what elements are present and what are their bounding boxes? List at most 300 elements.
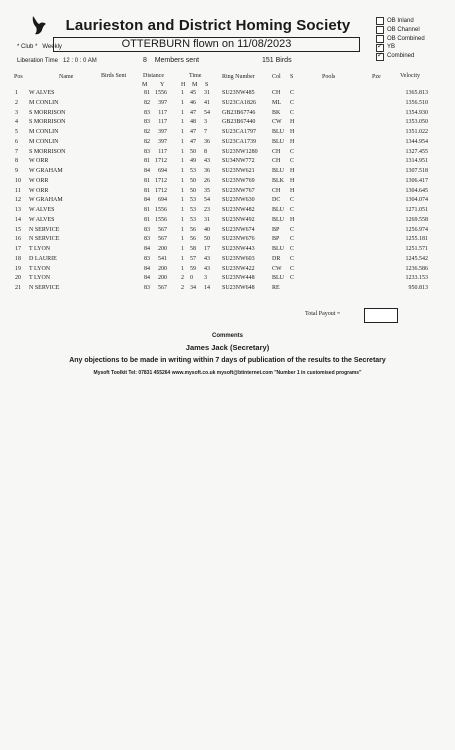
col-time-m: M [192,82,198,88]
cell-s: 17 [204,246,210,252]
cell-col: CW [272,119,282,126]
cell-pos: 20 [15,275,21,282]
col-ring: Ring Number [222,74,255,80]
cell-y: 1712 [155,187,167,194]
cell-vel: 1251.571 [405,246,428,252]
cell-s: 3 [204,119,207,126]
cell-s: 36 [204,168,210,174]
race-subtitle: OTTERBURN flown on 11/08/2023 [53,37,360,52]
cell-s: 54 [204,109,210,116]
cell-sex: C [290,90,295,96]
race-option-label: Combined [387,53,415,60]
table-row [0,197,455,206]
table-row [0,90,455,99]
cell-min: 59 [190,265,196,272]
page-title: Laurieston and District Homing Society [65,17,351,34]
cell-ring: SU23NW485 [222,90,255,96]
race-option[interactable] [376,35,425,44]
checked-checkbox-icon[interactable] [376,53,384,61]
cell-name: T LYON [29,246,51,252]
cell-sex: C [290,109,295,116]
table-row [0,227,455,236]
cell-min: 47 [190,138,196,145]
cell-ring: SU23NW648 [222,285,255,291]
table-row [0,110,455,119]
cell-pos: 15 [15,226,21,233]
cell-name: D LAURIE [29,255,57,262]
cell-sex: C [290,158,295,165]
cell-col: CH [272,90,281,96]
cell-h: 1 [181,207,184,213]
cell-ring: SU23CA1739 [222,138,257,145]
cell-pos: 5 [15,129,18,135]
cell-name: W GRAHAM [29,168,63,174]
table-row [0,119,455,128]
members-sent [143,57,199,64]
cell-ring: SU23NW674 [222,226,255,233]
cell-sex: H [290,129,295,135]
cell-pos: 21 [15,285,21,291]
cell-sex: H [290,138,295,145]
cell-pos: 1 [15,90,18,96]
cell-ring: SU34NW772 [222,158,255,165]
cell-vel: 1365.813 [405,90,428,96]
table-row [0,256,455,265]
cell-y: 397 [158,138,167,145]
table-row [0,149,455,158]
cell-col: CH [272,148,281,155]
cell-vel: 1307.518 [405,168,428,174]
race-option-label: YB [387,44,396,51]
cell-vel: 1314.951 [405,158,428,165]
cell-pos: 17 [15,246,21,252]
cell-col: CH [272,158,281,165]
cell-m: 82 [144,99,150,106]
cell-min: 53 [190,207,196,213]
comments-label: Comments [211,333,243,339]
cell-y: 1556 [155,216,167,223]
cell-y: 567 [158,285,167,291]
cell-m: 81 [144,177,150,184]
cell-y: 1712 [155,158,167,165]
cell-col: CW [272,265,282,272]
cell-name: S MORRISON [29,119,66,126]
liberation-time [17,58,97,64]
cell-h: 1 [181,138,184,145]
cell-name: M CONLIN [29,138,59,145]
cell-min: 34 [190,285,196,291]
cell-h: 1 [181,168,184,174]
cell-m: 83 [144,119,150,126]
cell-y: 397 [158,129,167,135]
cell-col: RE [272,285,280,291]
col-distance-y: Y [160,82,165,88]
cell-y: 397 [158,99,167,106]
cell-h: 1 [181,109,184,116]
table-row [0,236,455,245]
cell-min: 50 [190,187,196,194]
members-label: Members sent [154,57,200,64]
cell-min: 50 [190,177,196,184]
table-row [0,100,455,109]
cell-m: 81 [144,207,150,213]
cell-ring: SU23NW448 [222,275,255,282]
cell-h: 1 [181,90,184,96]
cell-y: 567 [158,226,167,233]
col-time: Time [189,73,202,79]
cell-m: 81 [144,187,150,194]
frequency-label: Weekly [42,44,62,50]
cell-sex: C [290,255,295,262]
table-row [0,168,455,177]
cell-m: 81 [144,90,150,96]
col-distance: Distance [143,73,164,79]
cell-ring: SU23NW767 [222,187,255,194]
cell-sex: H [290,177,295,184]
table-row [0,217,455,226]
cell-col: BP [272,226,280,233]
cell-vel: 1236.586 [405,265,428,272]
cell-vel: 1304.074 [405,197,428,204]
col-time-s: S [205,82,209,88]
cell-pos: 4 [15,119,18,126]
col-time-h: H [181,82,186,88]
cell-ring: SU23NW1280 [222,148,258,155]
members-count: 8 [143,57,147,64]
cell-pos: 7 [15,148,18,155]
cell-h: 1 [181,246,184,252]
cell-name: T LYON [29,265,51,272]
cell-vel: 1351.022 [405,129,428,135]
cell-name: W ORR [29,187,49,194]
cell-name: W ORR [29,177,49,184]
cell-y: 117 [158,109,167,116]
cell-vel: 1269.558 [405,216,428,223]
cell-min: 49 [190,158,196,165]
cell-y: 1556 [155,207,167,213]
cell-h: 1 [181,129,184,135]
cell-col: BLK [272,177,284,184]
cell-col: BLU [272,207,284,213]
software-credit: Mysoft Toolkit Tel: 07831 455264 www.mysoft.co.uk mysoft@btinternet.com "Number 1 in customised programs" [93,370,362,376]
cell-m: 82 [144,138,150,145]
cell-ring: SU23NW603 [222,255,255,262]
cell-sex: H [290,119,295,126]
cell-pos: 12 [15,197,21,204]
cell-pos: 3 [15,109,18,116]
cell-pos: 16 [15,236,21,243]
col-pos: Pos [14,74,23,80]
cell-m: 83 [144,109,150,116]
cell-h: 1 [181,148,184,155]
cell-name: W ALVES [29,207,55,213]
cell-y: 1556 [155,90,167,96]
cell-pos: 10 [15,177,21,184]
cell-pos: 6 [15,138,18,145]
cell-y: 117 [158,148,167,155]
cell-col: BLU [272,168,284,174]
race-option-label: OB Inland [387,18,414,24]
col-sex: S [290,74,294,80]
cell-y: 541 [158,255,167,262]
cell-m: 83 [144,285,150,291]
cell-y: 694 [158,197,167,204]
cell-ring: SU23CA1797 [222,129,257,135]
cell-h: 1 [181,265,184,272]
cell-min: 56 [190,226,196,233]
cell-s: 40 [204,226,210,233]
cell-name: N SERVICE [29,226,60,233]
cell-min: 50 [190,148,196,155]
col-velocity: Velocity [400,73,420,79]
cell-h: 1 [181,255,184,262]
cell-min: 47 [190,109,196,116]
cell-name: S MORRISON [29,109,66,116]
total-payout-label: Total Payout = [305,311,341,317]
cell-col: DR [272,255,281,262]
cell-vel: 1245.542 [405,255,428,262]
cell-vel: 1306.417 [405,177,428,184]
cell-h: 1 [181,216,184,223]
race-option[interactable] [376,43,425,52]
col-prize: Pze [372,74,381,80]
cell-y: 117 [158,119,167,126]
cell-s: 43 [204,158,210,165]
cell-sex: C [290,207,295,213]
table-row [0,246,455,255]
table-row [0,275,455,284]
cell-name: M CONLIN [29,129,59,135]
cell-pos: 18 [15,255,21,262]
cell-vel: 1356.510 [405,99,428,106]
cell-s: 31 [204,90,210,96]
cell-y: 200 [158,265,167,272]
cell-s: 43 [204,255,210,262]
cell-h: 1 [181,226,184,233]
cell-name: N SERVICE [29,285,60,291]
race-option[interactable] [376,52,425,61]
cell-sex: C [290,197,295,204]
total-payout-box [364,308,398,323]
cell-y: 694 [158,168,167,174]
cell-s: 50 [204,236,210,243]
club-scope-label: * Club * [17,44,38,50]
cell-min: 45 [190,90,196,96]
cell-h: 1 [181,158,184,165]
cell-min: 53 [190,168,196,174]
cell-vel: 1354.930 [405,109,428,116]
cell-s: 23 [204,207,210,213]
cell-name: W GRAHAM [29,197,63,204]
pigeon-logo-icon [30,14,48,36]
cell-vel: 1327.455 [405,148,428,155]
table-row [0,266,455,275]
cell-m: 83 [144,148,150,155]
cell-h: 1 [181,236,184,243]
cell-ring: SU23NW621 [222,168,255,174]
table-row [0,158,455,167]
cell-s: 41 [204,99,210,106]
table-row [0,129,455,138]
cell-name: S MORRISON [29,148,66,155]
birds-count: 151 Birds [262,57,292,64]
cell-vel: 1256.974 [405,226,428,233]
cell-m: 83 [144,226,150,233]
cell-col: CH [272,187,281,194]
cell-ring: GB23B67746 [222,109,256,116]
cell-y: 567 [158,236,167,243]
cell-m: 83 [144,255,150,262]
cell-s: 36 [204,138,210,145]
cell-ring: SU23NW422 [222,265,255,272]
checkbox-icon[interactable] [376,17,384,25]
cell-sex: C [290,265,295,272]
cell-s: 26 [204,177,210,184]
cell-min: 56 [190,236,196,243]
liberation-value: 12 : 0 : 0 AM [63,58,97,64]
cell-col: ML [272,99,281,106]
cell-vel: 1255.181 [405,236,428,243]
cell-pos: 11 [15,187,21,194]
cell-ring: SU23CA1826 [222,99,257,106]
cell-min: 0 [190,275,193,282]
cell-col: BLU [272,129,284,135]
col-pools: Pools [322,74,336,80]
cell-h: 1 [181,177,184,184]
cell-pos: 9 [15,168,18,174]
cell-min: 47 [190,129,196,135]
cell-m: 84 [144,265,150,272]
cell-s: 7 [204,129,207,135]
table-row [0,139,455,148]
cell-ring: SU23NW769 [222,177,255,184]
objection-notice: Any objections to be made in writing within 7 days of publication of the results to the Secretary [69,357,386,364]
cell-s: 31 [204,216,210,223]
cell-s: 43 [204,265,210,272]
cell-col: BLU [272,138,284,145]
race-option-label: OB Combined [387,35,425,42]
cell-h: 1 [181,187,184,194]
cell-sex: C [290,226,295,233]
cell-y: 1712 [155,177,167,184]
cell-ring: SU23NW676 [222,236,255,243]
col-distance-m: M [142,82,148,88]
cell-min: 57 [190,255,196,262]
table-row [0,207,455,216]
cell-col: BK [272,109,281,116]
cell-sex: C [290,148,295,155]
cell-ring: SU23NW492 [222,216,255,223]
cell-pos: 14 [15,216,21,223]
cell-s: 54 [204,197,210,204]
cell-m: 84 [144,168,150,174]
table-row [0,285,455,294]
cell-s: 35 [204,187,210,194]
cell-min: 46 [190,99,196,106]
cell-name: W ORR [29,158,49,165]
cell-sex: C [290,236,295,243]
cell-vel: 950.813 [408,285,428,291]
cell-sex: C [290,99,295,106]
cell-pos: 13 [15,207,21,213]
cell-col: DC [272,197,281,204]
cell-m: 84 [144,197,150,204]
cell-h: 1 [181,197,184,204]
cell-col: BLU [272,275,284,282]
cell-name: N SERVICE [29,236,60,243]
cell-sex: H [290,216,295,223]
cell-ring: GB23B67440 [222,119,256,126]
cell-m: 83 [144,236,150,243]
cell-sex: H [290,168,295,174]
table-row [0,178,455,187]
race-type-options [376,17,425,61]
cell-sex: H [290,187,295,194]
col-birds-sent: Birds Sent [101,73,127,79]
race-option[interactable] [376,17,425,26]
col-name: Name [59,74,74,80]
race-option-label: OB Channel [387,26,420,33]
cell-col: BP [272,236,280,243]
cell-pos: 2 [15,99,18,106]
checkbox-icon[interactable] [376,26,384,34]
cell-min: 58 [190,246,196,252]
cell-ring: SU23NW443 [222,246,255,252]
cell-h: 2 [181,285,184,291]
race-option[interactable] [376,26,425,35]
secretary-line: James Jack (Secretary) [185,343,270,352]
cell-m: 84 [144,275,150,282]
cell-min: 53 [190,216,196,223]
cell-min: 53 [190,197,196,204]
cell-name: W ALVES [29,90,55,96]
cell-name: W ALVES [29,216,55,223]
cell-y: 200 [158,246,167,252]
cell-col: BLU [272,246,284,252]
cell-s: 3 [204,275,207,282]
cell-ring: SU23NW630 [222,197,255,204]
liberation-label: Liberation Time [17,58,59,64]
cell-name: T LYON [29,275,51,282]
cell-ring: SU23NW482 [222,207,255,213]
cell-h: 1 [181,99,184,106]
cell-m: 81 [144,158,150,165]
cell-pos: 19 [15,265,21,272]
cell-s: 14 [204,285,210,291]
cell-pos: 8 [15,158,18,165]
cell-sex: C [290,246,295,252]
cell-col: BLU [272,216,284,223]
cell-s: 8 [204,148,207,155]
club-scope [17,44,62,50]
cell-vel: 1304.645 [405,187,428,194]
cell-name: M CONLIN [29,99,59,106]
cell-vel: 1344.954 [405,138,428,145]
cell-m: 82 [144,129,150,135]
cell-vel: 1353.050 [405,119,428,126]
cell-sex: C [290,275,295,282]
cell-min: 48 [190,119,196,126]
col-colour: Col [272,74,281,80]
cell-m: 84 [144,246,150,252]
cell-m: 81 [144,216,150,223]
cell-y: 200 [158,275,167,282]
cell-h: 1 [181,119,184,126]
cell-vel: 1233.153 [405,275,428,282]
table-row [0,188,455,197]
cell-vel: 1271.051 [405,207,428,213]
cell-h: 2 [181,275,184,282]
